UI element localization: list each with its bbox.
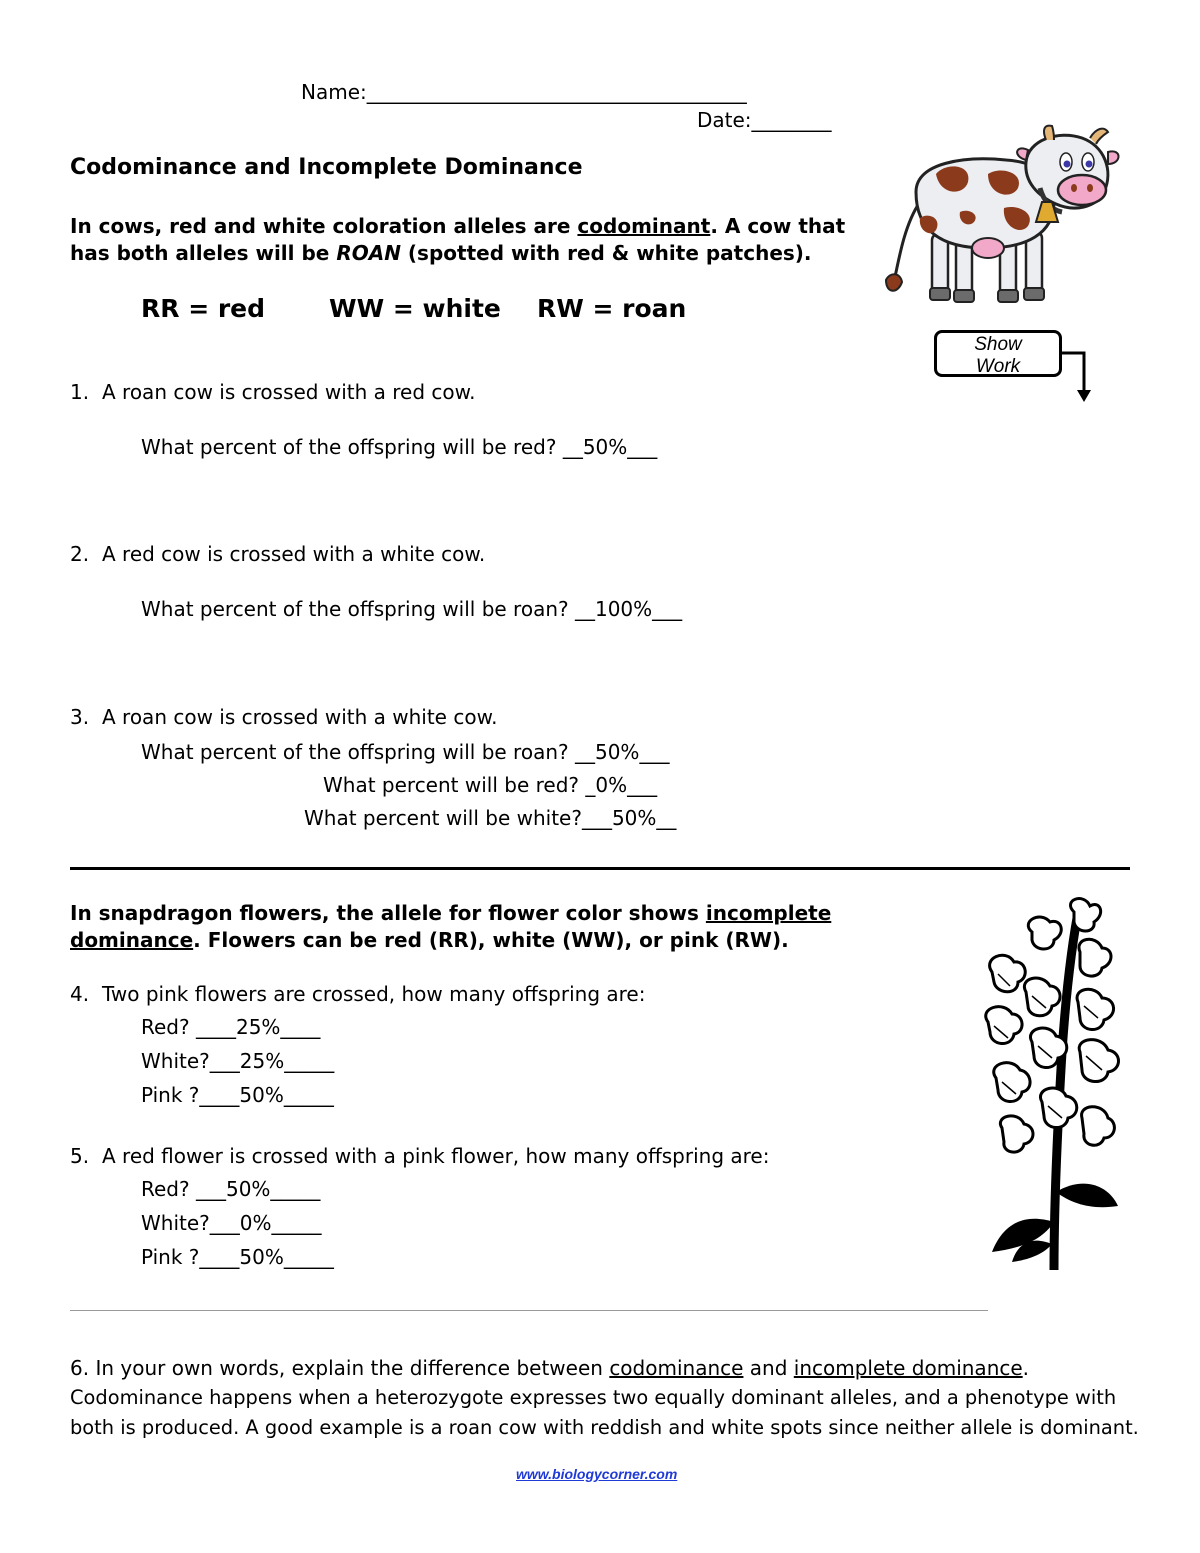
roan-term: ROAN bbox=[336, 241, 401, 265]
question-6-text-c: . bbox=[1022, 1356, 1030, 1380]
question-4-number: 4. bbox=[70, 982, 90, 1006]
genotype-roan: RW = roan bbox=[537, 294, 687, 323]
thin-divider bbox=[70, 1310, 988, 1311]
show-work-line-1: Show bbox=[974, 334, 1022, 355]
question-2-text: A red cow is crossed with a white cow. bbox=[102, 542, 486, 566]
snapdragon-illustration bbox=[962, 892, 1134, 1270]
question-4-answer-white: White?___25%_____ bbox=[141, 1049, 335, 1073]
intro-text-b: . A cow that bbox=[710, 214, 846, 238]
question-3-answer-white: What percent will be white?___50%__ bbox=[304, 806, 677, 830]
footer-link[interactable]: www.biologycorner.com bbox=[516, 1466, 678, 1482]
name-line: ______________________________________ bbox=[366, 80, 747, 104]
intro-text-a: In cows, red and white coloration alleles are bbox=[70, 214, 578, 238]
question-6-text-b: and bbox=[743, 1356, 794, 1380]
intro-line-1 bbox=[70, 214, 845, 238]
date-label: Date: bbox=[697, 108, 752, 132]
page-title: Codominance and Incomplete Dominance bbox=[70, 155, 583, 180]
dominance-term: dominance bbox=[70, 928, 194, 952]
intro-text-d: (spotted with red & white patches). bbox=[400, 241, 812, 265]
date-line: ________ bbox=[751, 108, 832, 132]
intro-text-c: has both alleles will be bbox=[70, 241, 337, 265]
question-3-number: 3. bbox=[70, 705, 90, 729]
question-6-answer-line-2: both is produced. A good example is a roan cow with reddish and white spots since neither allele is dominant. bbox=[70, 1416, 1139, 1439]
question-2-number: 2. bbox=[70, 542, 90, 566]
question-5-answer-red: Red? ___50%_____ bbox=[141, 1177, 321, 1201]
question-5-answer-white: White?___0%_____ bbox=[141, 1211, 322, 1235]
question-6-answer-line-1: Codominance happens when a heterozygote expresses two equally dominant alleles, and a phenotype with bbox=[70, 1386, 1117, 1409]
snapdragon-text-b: . Flowers can be red (RR), white (WW), or pink (RW). bbox=[193, 928, 789, 952]
question-1 bbox=[70, 380, 476, 404]
name-field bbox=[301, 80, 747, 104]
question-3 bbox=[70, 705, 498, 729]
snapdragon-intro-line-2 bbox=[70, 928, 789, 952]
question-4-answer-pink: Pink ?____50%_____ bbox=[141, 1083, 334, 1107]
genotype-red: RR = red bbox=[141, 294, 266, 323]
question-1-answer: What percent of the offspring will be red? __50%___ bbox=[141, 435, 658, 459]
snapdragon-intro-line-1 bbox=[70, 901, 831, 925]
question-3-text: A roan cow is crossed with a white cow. bbox=[102, 705, 498, 729]
question-6-number: 6. bbox=[70, 1356, 90, 1380]
date-field bbox=[697, 108, 832, 132]
question-4-answer-red: Red? ____25%____ bbox=[141, 1015, 321, 1039]
question-5-text: A red flower is crossed with a pink flower, how many offspring are: bbox=[102, 1144, 770, 1168]
question-6-text-a: In your own words, explain the difference between bbox=[95, 1356, 610, 1380]
question-6-prompt bbox=[70, 1356, 1029, 1380]
show-work-box bbox=[934, 330, 1062, 377]
question-5 bbox=[70, 1144, 770, 1168]
question-3-answer-red: What percent will be red? _0%___ bbox=[323, 773, 658, 797]
show-work-line-2: Work bbox=[975, 356, 1021, 377]
genotype-white: WW = white bbox=[329, 294, 501, 323]
show-work-arrow-icon bbox=[1060, 336, 1096, 406]
question-2-answer: What percent of the offspring will be roan? __100%___ bbox=[141, 597, 683, 621]
question-3-answer-roan: What percent of the offspring will be roan? __50%___ bbox=[141, 740, 670, 764]
codominant-term: codominant bbox=[577, 214, 711, 238]
section-divider bbox=[70, 867, 1130, 870]
question-5-number: 5. bbox=[70, 1144, 90, 1168]
question-2 bbox=[70, 542, 486, 566]
question-5-answer-pink: Pink ?____50%_____ bbox=[141, 1245, 334, 1269]
incomplete-term: incomplete bbox=[705, 901, 832, 925]
name-label: Name: bbox=[301, 80, 367, 104]
question-4-text: Two pink flowers are crossed, how many offspring are: bbox=[102, 982, 646, 1006]
cow-illustration bbox=[876, 122, 1124, 312]
snapdragon-text-a: In snapdragon flowers, the allele for flower color shows bbox=[70, 901, 706, 925]
intro-line-2 bbox=[70, 241, 812, 265]
question-1-number: 1. bbox=[70, 380, 90, 404]
question-1-text: A roan cow is crossed with a red cow. bbox=[102, 380, 476, 404]
incomplete-dominance-term: incomplete dominance bbox=[793, 1356, 1023, 1380]
question-4 bbox=[70, 982, 646, 1006]
codominance-term: codominance bbox=[609, 1356, 744, 1380]
